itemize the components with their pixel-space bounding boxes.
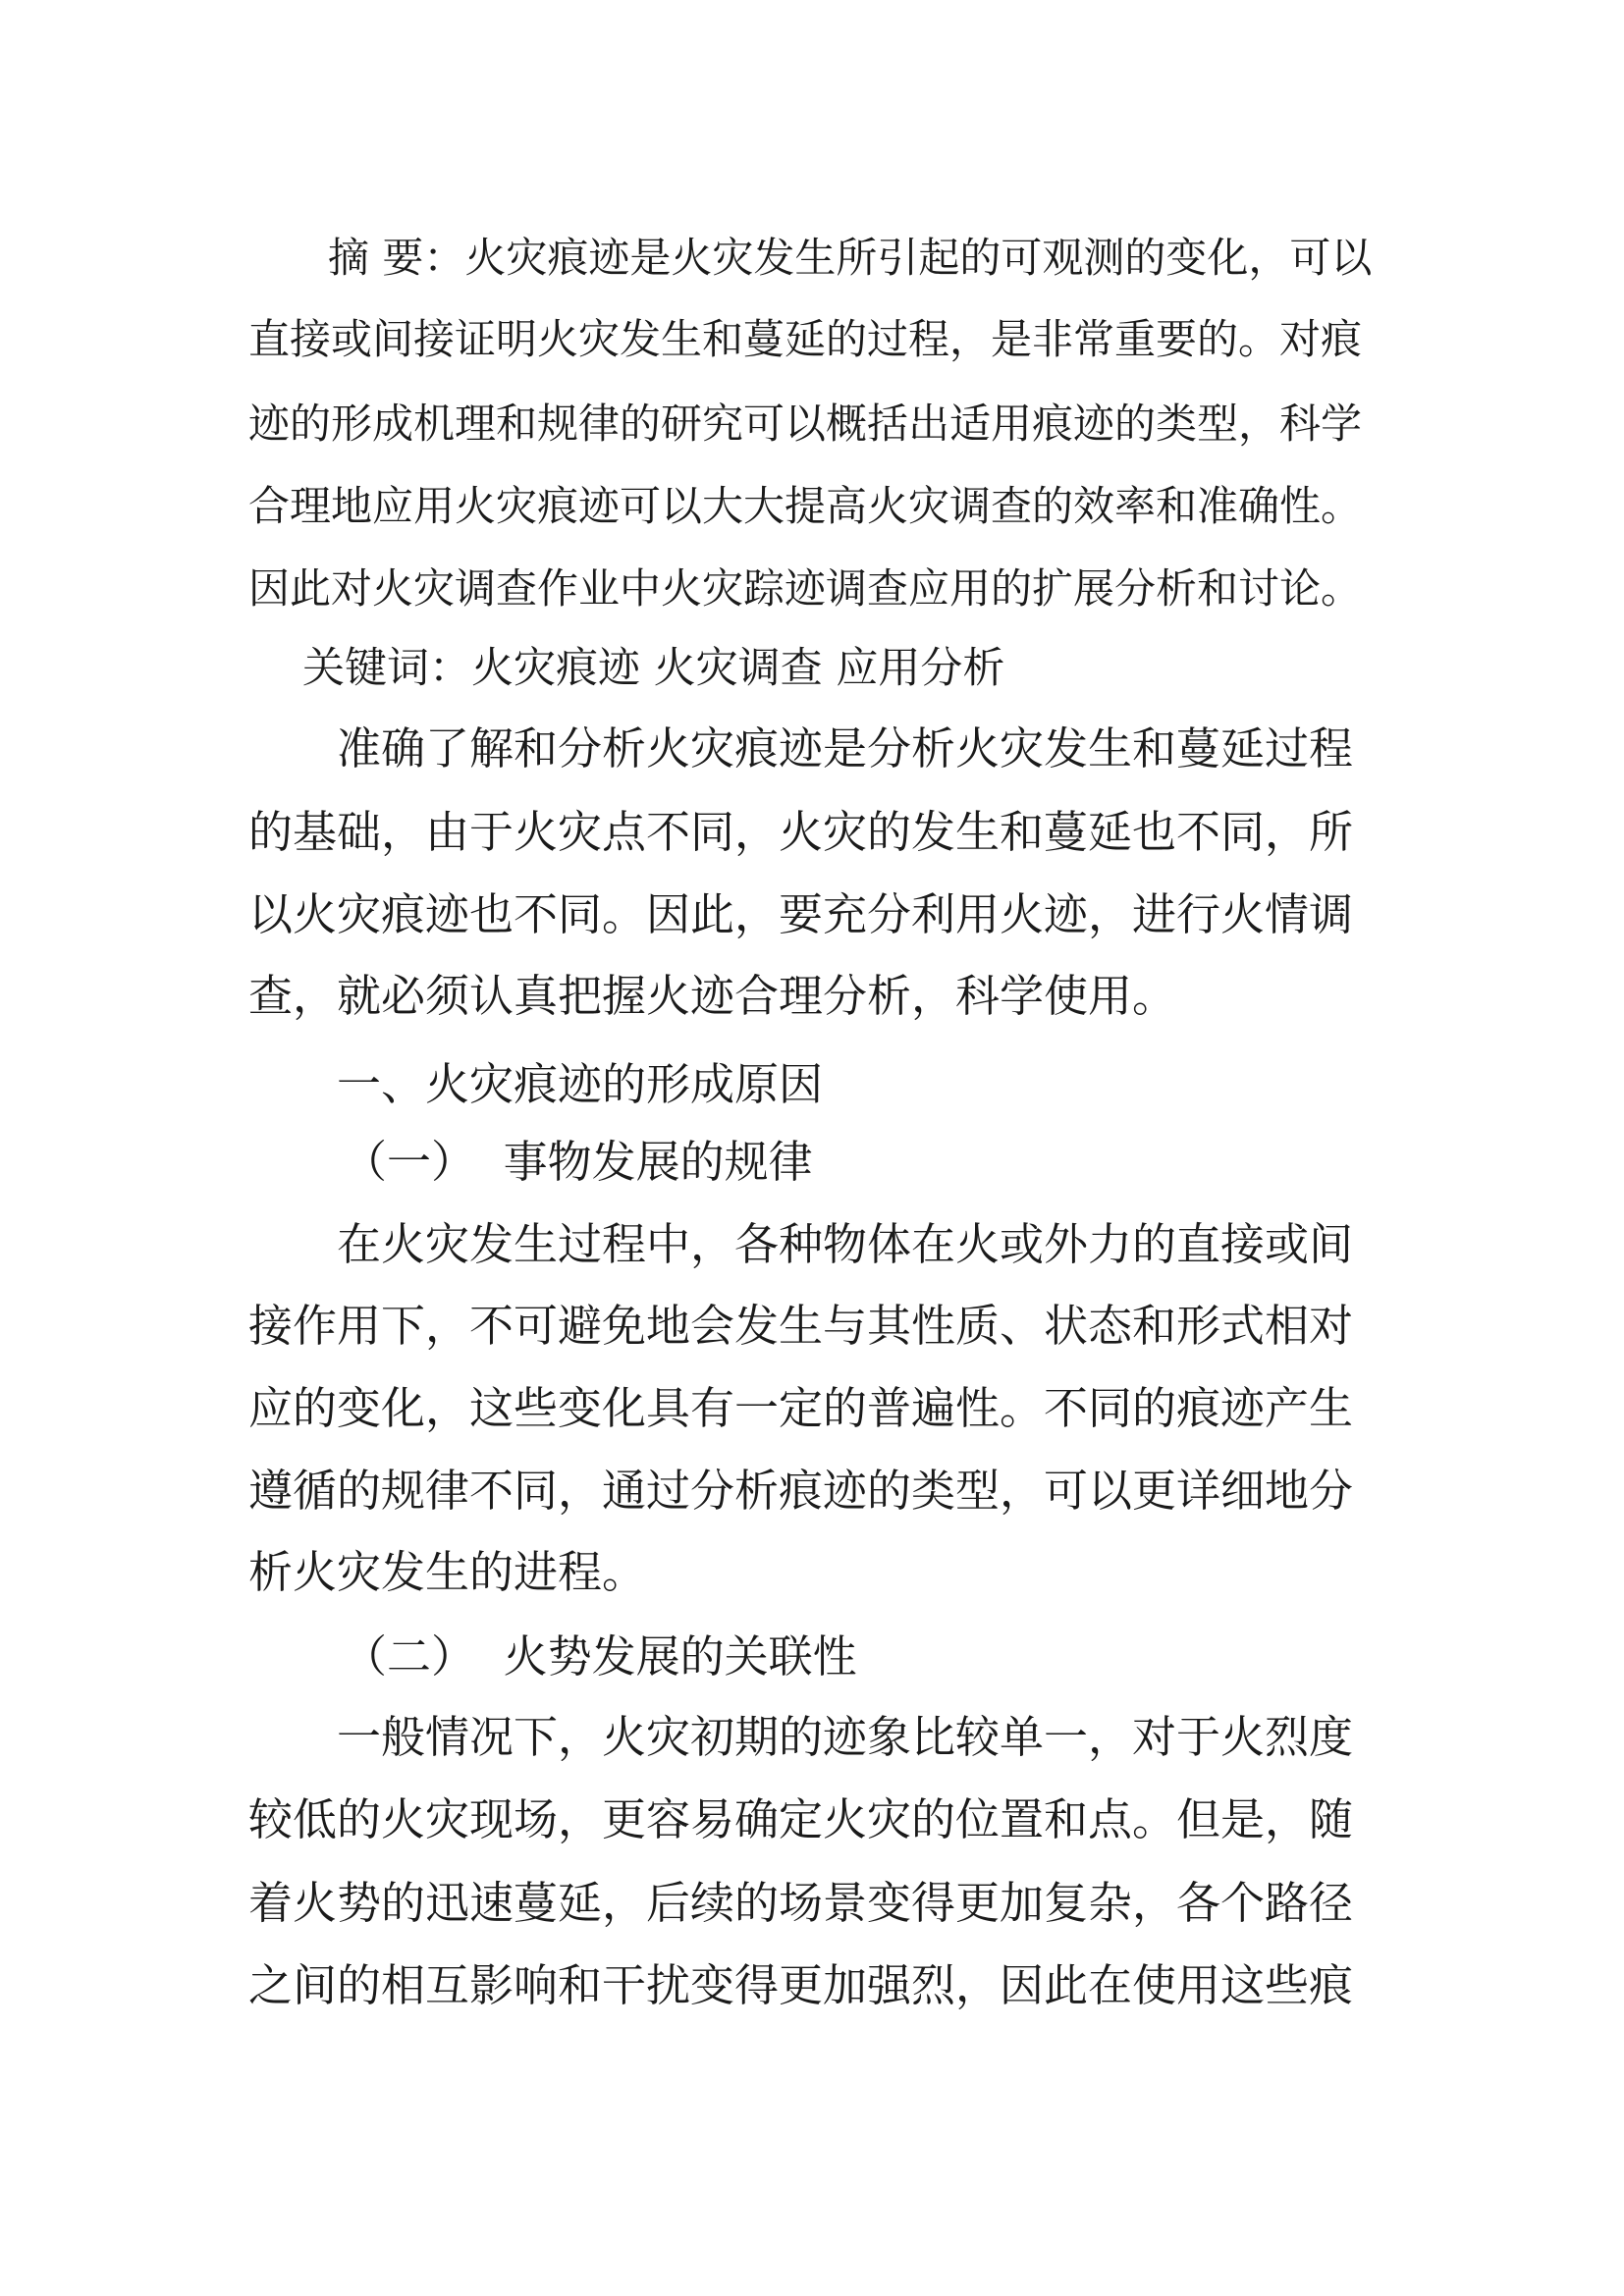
paragraph-line: 遵循的规律不同，通过分析痕迹的类型，可以更详细地分 bbox=[248, 1465, 1354, 1517]
subsection-heading: （一） 事物发展的规律 bbox=[343, 1136, 813, 1188]
paragraph-line: 的基础，由于火灾点不同，火灾的发生和蔓延也不同，所 bbox=[248, 806, 1354, 858]
paragraph-line: 着火势的迅速蔓延，后续的场景变得更加复杂，各个路径 bbox=[248, 1877, 1354, 1929]
abstract-line: 合理地应用火灾痕迹可以大大提高火灾调查的效率和准确性。 bbox=[248, 482, 1363, 530]
paragraph-line: 析火灾发生的进程。 bbox=[248, 1546, 647, 1598]
abstract-line: 摘 要：火灾痕迹是火灾发生所引起的可观测的变化，可以 bbox=[328, 234, 1373, 282]
paragraph-line: 查，就必须认真把握火迹合理分析，科学使用。 bbox=[248, 970, 1177, 1022]
paragraph-line: 应的变化，这些变化具有一定的普遍性。不同的痕迹产生 bbox=[248, 1382, 1354, 1434]
paragraph-line: 在火灾发生过程中，各种物体在火或外力的直接或间 bbox=[337, 1218, 1354, 1270]
keywords: 关键词：火灾痕迹 火灾调查 应用分析 bbox=[302, 644, 1005, 693]
paragraph-line: 一般情况下，火灾初期的迹象比较单一，对于火烈度 bbox=[337, 1711, 1354, 1763]
subsection-heading: （二） 火势发展的关联性 bbox=[343, 1630, 857, 1682]
paragraph-line: 较低的火灾现场，更容易确定火灾的位置和点。但是，随 bbox=[248, 1793, 1354, 1845]
paragraph-line: 之间的相互影响和干扰变得更加强烈，因此在使用这些痕 bbox=[248, 1959, 1354, 2011]
abstract-line: 因此对火灾调查作业中火灾踪迹调查应用的扩展分析和讨论。 bbox=[248, 564, 1363, 613]
paragraph-line: 接作用下，不可避免地会发生与其性质、状态和形式相对 bbox=[248, 1300, 1354, 1352]
abstract-line: 直接或间接证明火灾发生和蔓延的过程，是非常重要的。对痕 bbox=[248, 315, 1363, 363]
paragraph-line: 以火灾痕迹也不同。因此，要充分利用火迹，进行火情调 bbox=[248, 888, 1354, 940]
paragraph-line: 准确了解和分析火灾痕迹是分析火灾发生和蔓延过程 bbox=[337, 722, 1354, 774]
abstract-line: 迹的形成机理和规律的研究可以概括出适用痕迹的类型，科学 bbox=[248, 400, 1363, 448]
section-heading: 一、火灾痕迹的形成原因 bbox=[337, 1058, 824, 1110]
